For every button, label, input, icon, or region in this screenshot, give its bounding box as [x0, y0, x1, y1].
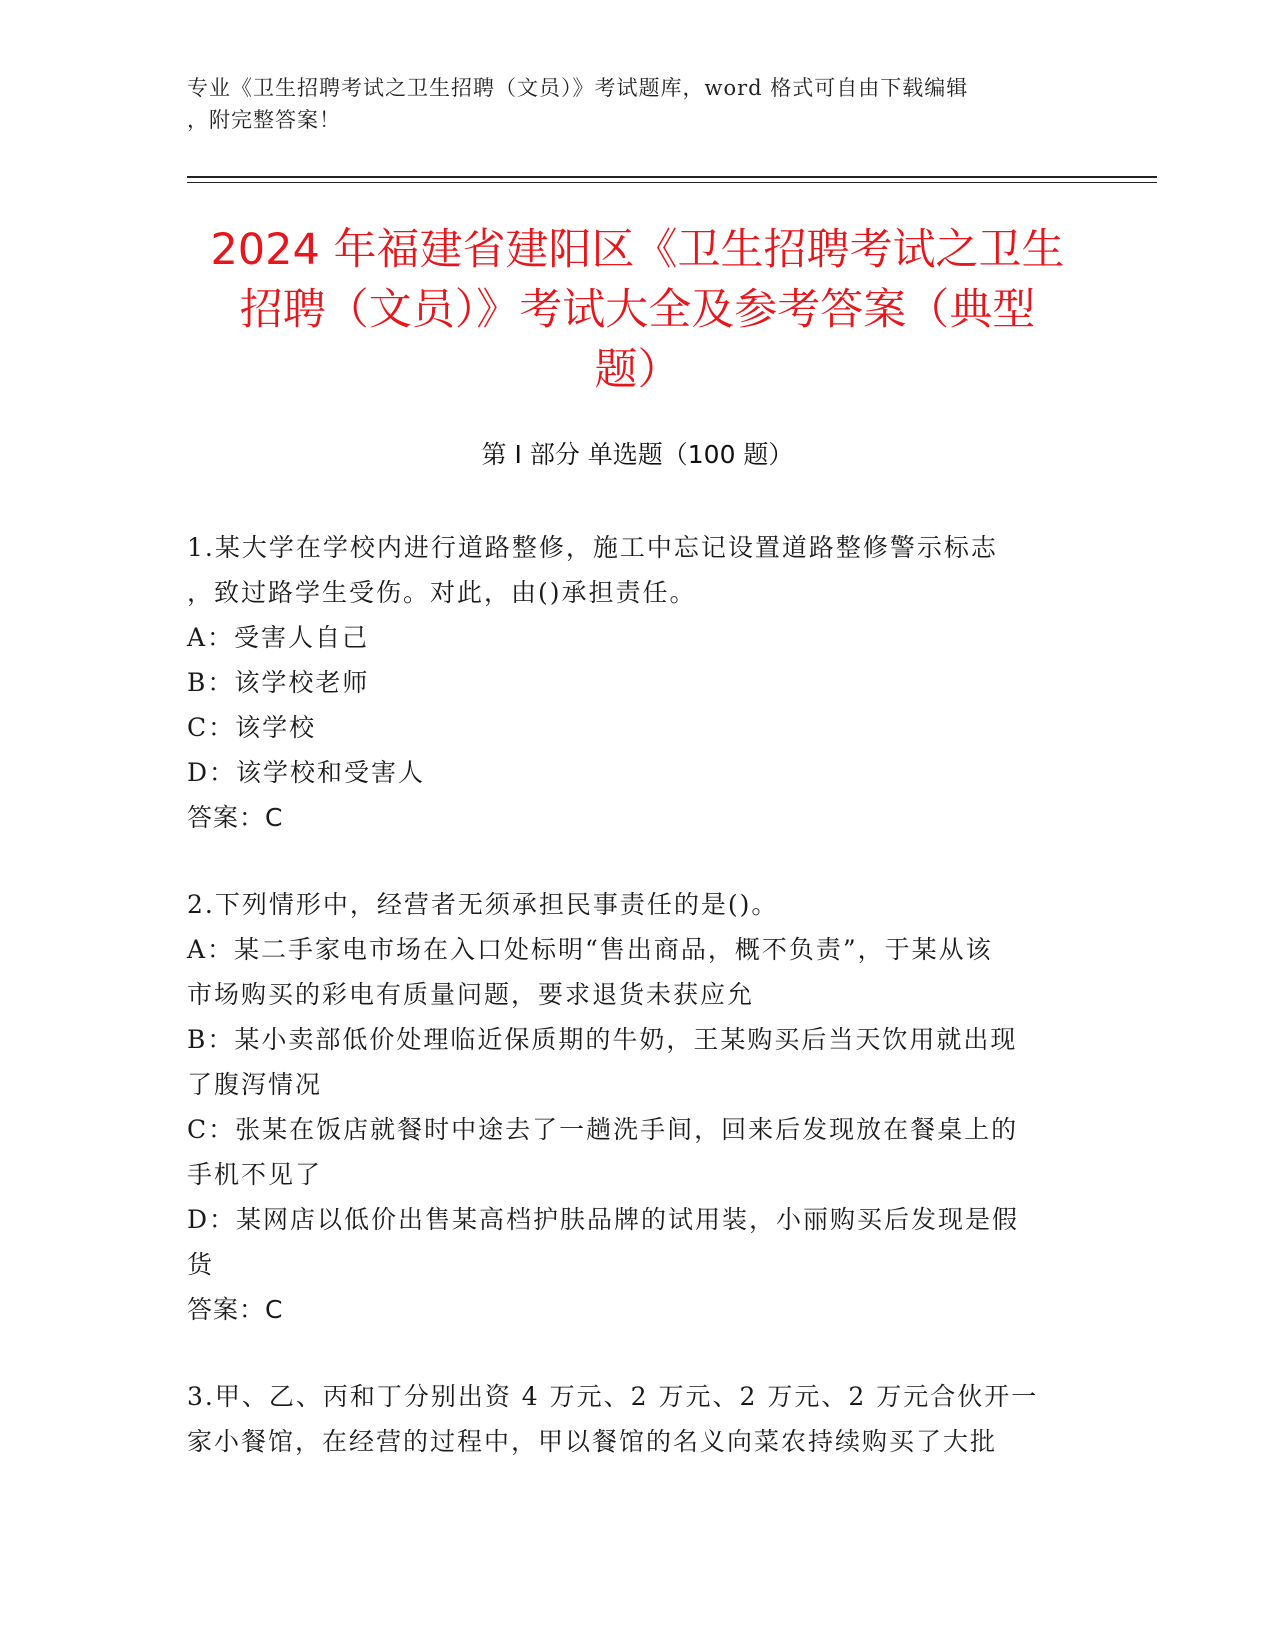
option-a-cont: 市场购买的彩电有质量问题，要求退货未获应允: [187, 980, 755, 1009]
option-c-cont: 手机不见了: [187, 1160, 323, 1189]
header-rule-thin: [187, 182, 1157, 183]
question-text: 家小餐馆，在经营的过程中，甲以餐馆的名义向菜农持续购买了大批: [187, 1427, 998, 1456]
option-a: A：某二手家电市场在入口处标明“售出商品，概不负责”，于某从该: [187, 935, 993, 964]
question-item: [187, 882, 1067, 1332]
option-c: C：该学校: [187, 713, 317, 742]
option-c: C：张某在饭店就餐时中途去了一趟洗手间，回来后发现放在餐桌上的: [187, 1115, 1019, 1144]
answer-text: 答案：C: [187, 803, 284, 832]
question-text: ，致过路学生受伤。对此，由()承担责任。: [187, 578, 697, 607]
section-heading: 第 I 部分 单选题（100 题）: [481, 440, 794, 469]
title-line: 2024 年福建省建阳区《卫生招聘考试之卫生: [210, 225, 1065, 275]
header-note-line: ，附完整答案！: [187, 108, 341, 132]
title-line: 招聘（文员）》考试大全及参考答案（典型: [239, 285, 1036, 335]
option-d: D：某网店以低价出售某高档护肤品牌的试用装，小丽购买后发现是假: [187, 1205, 1020, 1234]
title-line: 题）: [594, 345, 681, 395]
option-b: B：某小卖部低价处理临近保质期的牛奶，王某购买后当天饮用就出现: [187, 1025, 1018, 1054]
question-text: 3.甲、乙、丙和丁分别出资 4 万元、2 万元、2 万元、2 万元合伙开一: [187, 1382, 1039, 1411]
question-item: [187, 525, 1067, 840]
question-list: [187, 525, 1067, 1506]
question-text: 2.下列情形中，经营者无须承担民事责任的是()。: [187, 890, 779, 919]
question-text: 1.某大学在学校内进行道路整修，施工中忘记设置道路整修警示标志: [187, 533, 998, 562]
header-rule-thick: [187, 176, 1157, 178]
header-note: [187, 72, 1067, 136]
option-d: D：该学校和受害人: [187, 758, 426, 787]
header-note-line: 专业《卫生招聘考试之卫生招聘（文员）》考试题库，word 格式可自由下载编辑: [187, 76, 969, 100]
document-title: [150, 220, 1125, 400]
option-a: A：受害人自己: [187, 623, 370, 652]
answer-text: 答案：C: [187, 1295, 284, 1324]
option-b-cont: 了腹泻情况: [187, 1070, 323, 1099]
question-item: [187, 1374, 1067, 1464]
option-b: B：该学校老师: [187, 668, 370, 697]
option-d-cont: 货: [187, 1250, 215, 1279]
